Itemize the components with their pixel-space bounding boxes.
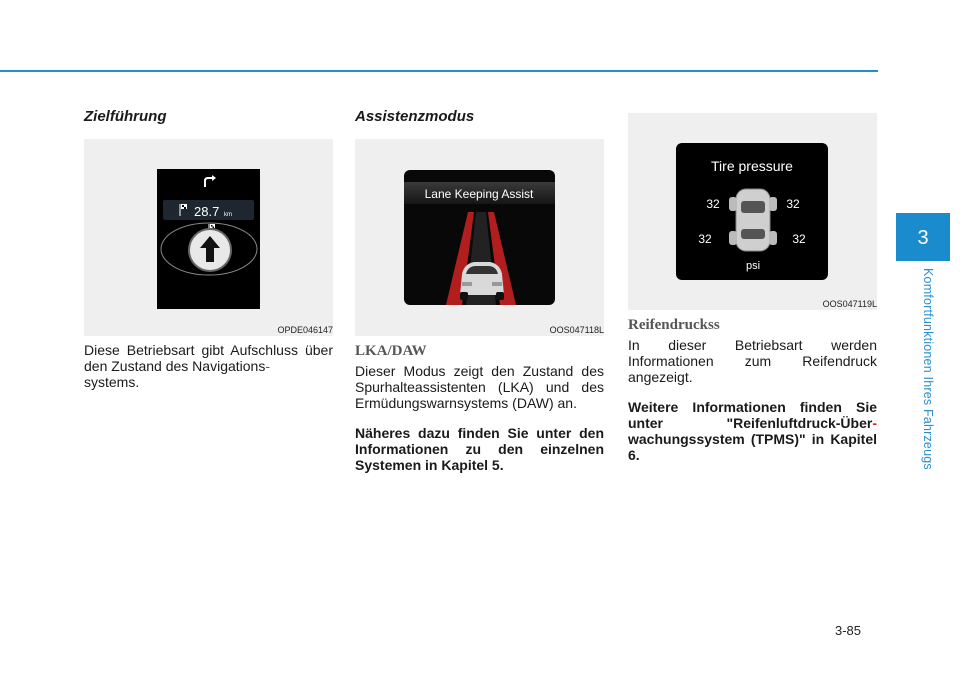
screen-title: Lane Keeping Assist (424, 187, 534, 201)
chapter-title: Komfortfunktionen Ihres Fahrzeugs (921, 268, 935, 470)
navigation-screen (157, 169, 260, 309)
lane-keeping-graphic (404, 170, 555, 305)
hyphen-mark: - (872, 415, 877, 431)
tire-pressure-screen (676, 143, 828, 280)
figure-lane-keeping (355, 139, 604, 336)
figure-code: OOS047118L (549, 325, 604, 335)
note-text (628, 399, 877, 463)
distance-value: 28.7 (194, 204, 220, 219)
screen-title: Tire pressure (711, 158, 793, 174)
tire-rear-left: 32 (698, 232, 712, 246)
note-text-part: wachungssystem (TPMS)" in Kapitel 6. (628, 431, 877, 463)
body-text: In dieser Betriebsart werden Informationen zum Reifendruck angezeigt. (628, 337, 877, 385)
figure-code: OPDE046147 (277, 325, 333, 335)
tire-pressure-graphic (676, 143, 828, 280)
pressure-unit: psi (745, 260, 761, 272)
page-number: 3-85 (835, 623, 862, 638)
column-navigation (84, 108, 333, 390)
body-text (84, 342, 333, 390)
figure-tire-pressure (628, 113, 877, 310)
column-tire-pressure (628, 113, 877, 463)
body-text: Dieser Modus zeigt den Zustand des Spurhalteassistenten (LKA) und des Ermüdungswarnsystems (DAW) an. (355, 363, 604, 411)
figure-navigation (84, 139, 333, 336)
section-heading: Assistenzmodus (355, 108, 475, 125)
hyphen-mark: - (265, 358, 271, 374)
header-rule (0, 70, 878, 72)
note-text-part: Weitere Informationen finden Sie unter "Reifenluftdruck-Über (628, 399, 877, 431)
tire-rear-right: 32 (792, 232, 806, 246)
distance-unit: km (224, 212, 232, 218)
column-assist (355, 108, 604, 473)
tire-front-left: 32 (706, 197, 720, 211)
navigation-graphic (157, 169, 260, 309)
car-top-view-icon (729, 189, 777, 251)
body-text-part: systems. (84, 374, 140, 390)
lane-keeping-screen (404, 170, 555, 305)
turn-arrow-icon (212, 175, 216, 181)
tire-front-right: 32 (786, 197, 800, 211)
note-text: Näheres dazu finden Sie unter den Informationen zu den einzelnen Systemen in Kapitel 5. (355, 425, 604, 473)
figure-code: OOS047119L (822, 299, 877, 309)
subheading: LKA/DAW (355, 343, 427, 359)
subheading: Reifendruckss (628, 317, 720, 333)
body-text-part: Diese Betriebsart gibt Aufschluss über den Zustand des Navigations (84, 342, 333, 374)
car-icon (460, 262, 504, 300)
section-heading: Zielführung (84, 108, 167, 125)
chapter-tab: 3 (896, 213, 950, 261)
